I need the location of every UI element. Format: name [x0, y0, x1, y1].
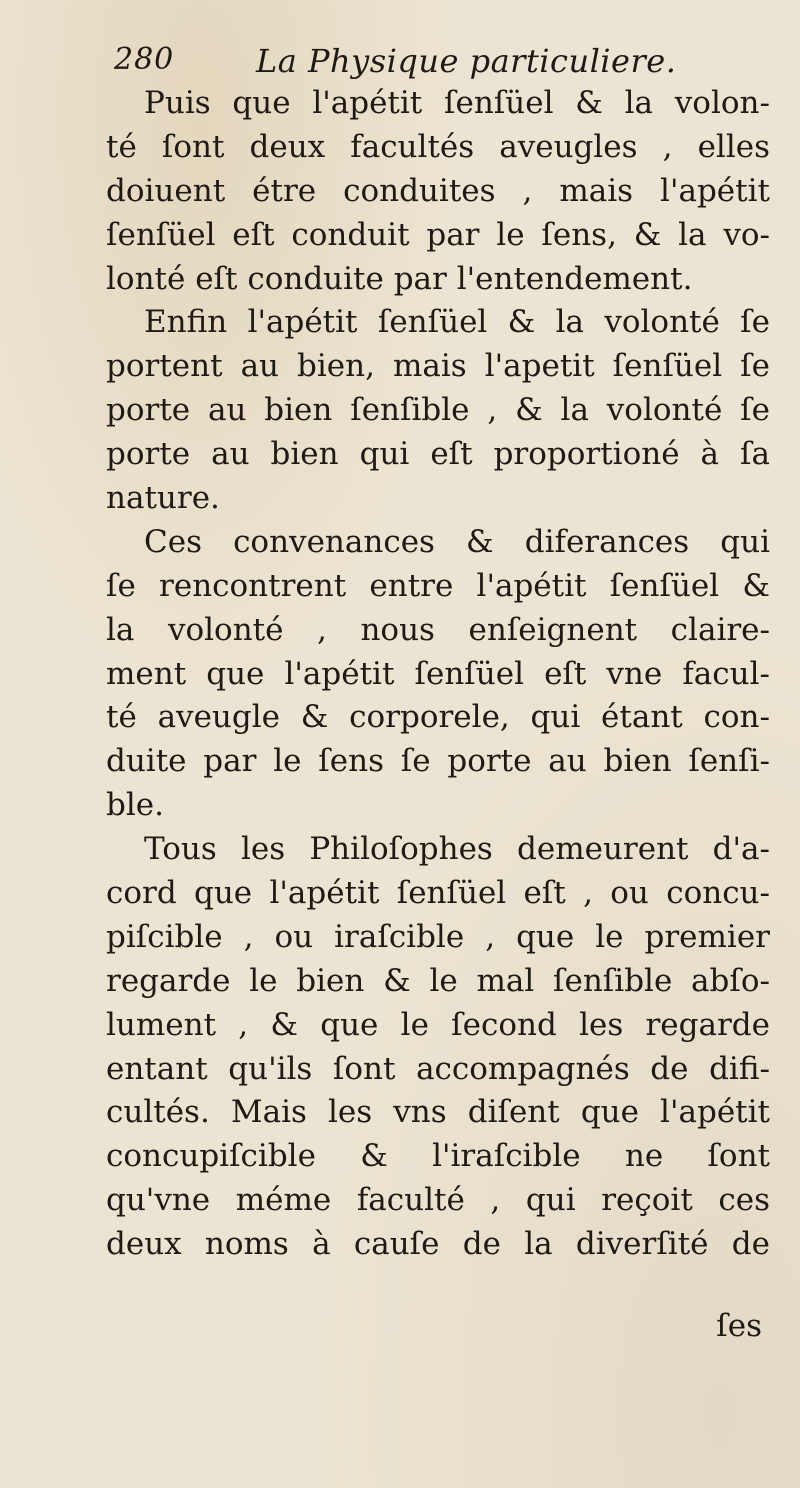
- text-line: qu'vne méme faculté , qui reçoit ces: [106, 1182, 770, 1219]
- body-text: [106, 82, 770, 1267]
- text-line: Ces convenances & diferances qui: [144, 523, 770, 560]
- text-line: regarde le bien & le mal ſenſible abſo-: [106, 962, 770, 999]
- text-line: té aveugle & corporele, qui étant con-: [106, 699, 770, 736]
- text-line: ment que l'apétit ſenſüel eſt vne facul-: [106, 655, 770, 692]
- paragraph-2: [106, 301, 770, 520]
- text-line: portent au bien, mais l'apetit ſenſüel ſe: [106, 348, 770, 385]
- text-line: lonté eſt conduite par l'entendement.: [106, 260, 693, 297]
- text-line: deux noms à cauſe de la diverſité de: [106, 1226, 770, 1263]
- text-line: Tous les Philoſophes demeurent d'a-: [144, 831, 770, 868]
- text-line: lument , & que le ſecond les regarde: [106, 1006, 770, 1043]
- paragraph-4: [106, 828, 770, 1267]
- text-line: té ſont deux facultés aveugles , elles: [106, 128, 770, 165]
- text-line: cultés. Mais les vns diſent que l'apétit: [106, 1094, 770, 1131]
- page-header: [108, 42, 728, 82]
- text-line: piſcible , ou iraſcible , que le premier: [106, 918, 770, 955]
- text-line: entant qu'ils ſont accompagnés de difi-: [106, 1050, 770, 1087]
- text-line: porte au bien qui eſt proportioné à ſa: [106, 436, 770, 473]
- text-line: Enfin l'apétit ſenſüel & la volonté ſe: [144, 304, 770, 341]
- text-line: concupiſcible & l'iraſcible ne ſont: [106, 1138, 770, 1175]
- text-line: nature.: [106, 480, 220, 517]
- text-line: doiuent étre conduites , mais l'apétit: [106, 172, 770, 209]
- text-line: Puis que l'apétit ſenſüel & la volon-: [144, 85, 770, 121]
- text-line: ſenſüel eſt conduit par le ſens, & la vo-: [106, 216, 770, 253]
- text-line: porte au bien ſenſible , & la volonté ſe: [106, 392, 770, 429]
- running-title: La Physique particuliere.: [256, 42, 677, 80]
- text-line: ſe rencontrent entre l'apétit ſenſüel &: [106, 567, 770, 604]
- catchword: ſes: [716, 1308, 762, 1344]
- text-line: la volonté , nous enſeignent claire-: [106, 611, 770, 648]
- catchword-line: [106, 1304, 770, 1348]
- text-line: cord que l'apétit ſenſüel eſt , ou concu-: [106, 875, 770, 912]
- text-line: duite par le ſens ſe porte au bien ſenſi-: [106, 743, 770, 780]
- page-number: 280: [114, 42, 175, 77]
- paragraph-1: [106, 82, 770, 301]
- text-line: ble.: [106, 787, 164, 824]
- paragraph-3: [106, 521, 770, 828]
